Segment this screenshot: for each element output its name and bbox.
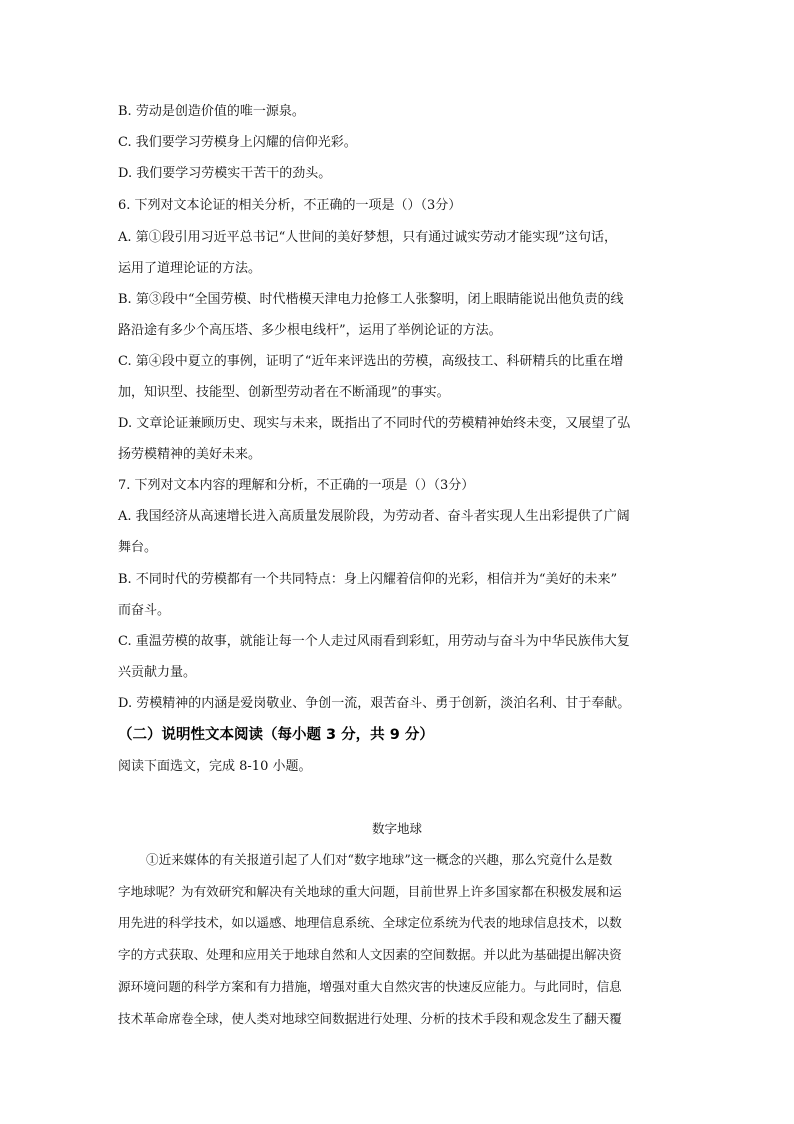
reading-instruction: 阅读下面选文，完成 8-10 小题。: [118, 759, 312, 774]
article-paragraph-line: 技术革命席卷全球，使人类对地球空间数据进行处理、分析的技术手段和观念发生了翻天覆: [118, 1011, 622, 1026]
option-c-q6-line1: C. 第④段中夏立的事例，证明了“近年来评选出的劳模，高级技工、科研精兵的比重在增: [118, 354, 624, 369]
option-c-q7-line2: 兴贡献力量。: [118, 665, 197, 680]
article-paragraph-line: 源环境问题的科学方案和有力措施，增强对重大自然灾害的快速反应能力。与此同时，信息: [118, 979, 622, 994]
article-paragraph-line: ①近来媒体的有关报道引起了人们对“数字地球”这一概念的兴趣，那么究竟什么是数: [146, 852, 613, 867]
article-paragraph-line: 字的方式获取、处理和应用关于地球自然和人文因素的空间数据。并以此为基础提出解决资: [118, 947, 622, 962]
option-d-q7: D. 劳模精神的内涵是爱岗敬业、争创一流，艰苦奋斗、勇于创新，淡泊名利、甘于奉献。: [118, 696, 631, 711]
option-c-q5: C. 我们要学习劳模身上闪耀的信仰光彩。: [118, 135, 357, 150]
option-b-q6-line1: B. 第③段中“全国劳模、时代楷模天津电力抢修工人张黎明，闭上眼睛能说出他负责的线: [118, 292, 624, 307]
article-title: 数字地球: [371, 821, 422, 836]
option-a-q6-line2: 运用了道理论证的方法。: [118, 261, 262, 276]
option-d-q6-line2: 扬劳模精神的美好未来。: [118, 447, 262, 462]
option-b-q7-line1: B. 不同时代的劳模都有一个共同特点：身上闪耀着信仰的光彩，相信并为“美好的未来”: [118, 572, 618, 587]
option-a-q7-line1: A. 我国经济从高速增长进入高质量发展阶段，为劳动者、奋斗者实现人生出彩提供了广阔: [118, 509, 630, 524]
option-c-q6-line2: 加，知识型、技能型、创新型劳动者在不断涌现”的事实。: [118, 385, 450, 400]
question-7: 7. 下列对文本内容的理解和分析，不正确的一项是（）（3分）: [118, 478, 475, 493]
option-b-q7-line2: 而奋斗。: [118, 603, 171, 618]
question-6: 6. 下列对文本论证的相关分析，不正确的一项是（）（3分）: [118, 198, 462, 213]
option-b-q5: B. 劳动是创造价值的唯一源泉。: [118, 104, 305, 119]
option-c-q7-line1: C. 重温劳模的故事，就能让每一个人走过风雨看到彩虹，用劳动与奋斗为中华民族伟大复: [118, 634, 630, 649]
option-b-q6-line2: 路沿途有多少个高压塔、多少根电线杆”，运用了举例论证的方法。: [118, 323, 502, 338]
option-d-q6-line1: D. 文章论证兼顾历史、现实与未来，既指出了不同时代的劳模精神始终未变，又展望了弘: [118, 416, 631, 431]
option-d-q5: D. 我们要学习劳模实干苦干的劲头。: [118, 166, 332, 181]
option-a-q6-line1: A. 第①段引用习近平总书记“人世间的美好梦想，只有通过诚实劳动才能实现”这句话，: [118, 230, 617, 245]
article-paragraph-line: 字地球呢？为有效研究和解决有关地球的重大问题，目前世界上许多国家都在积极发展和运: [118, 884, 622, 899]
section-heading: （二）说明性文本阅读（每小题 3 分，共 9 分）: [118, 727, 434, 743]
option-a-q7-line2: 舞台。: [118, 540, 158, 555]
article-paragraph-line: 用先进的科学技术，如以遥感、地理信息系统、全球定位系统为代表的地球信息技术，以数: [118, 915, 622, 930]
